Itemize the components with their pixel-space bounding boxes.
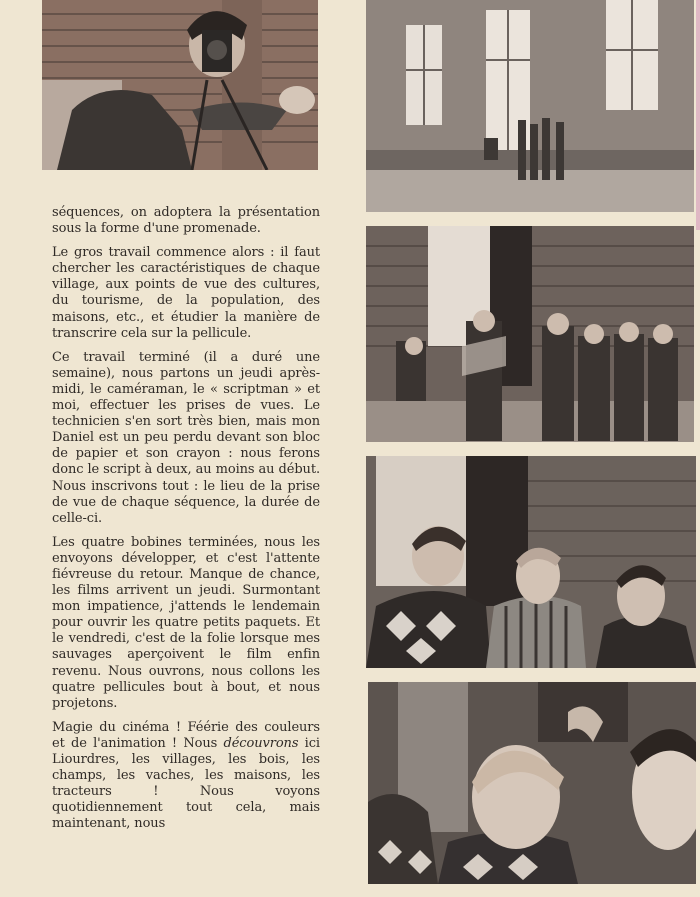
page-edge-accent	[696, 0, 700, 230]
photo-school-courtyard	[366, 0, 694, 212]
photo-cameraman	[42, 0, 318, 170]
paragraph-4: Les quatre bobines terminées, nous les envoyons développer, et c'est l'attente fiévreuse du retour. Manque de chance, les films arrivent un jeudi. Surmontant mon impatience, j'attends le lendemain pour ouvrir les quatre petits paquets. Et le vendredi, c'est de la folie lorsque mes sauvages aperçoivent le film enfin revenu. Nous ouvrons, nous collons les quatre pellicules bout à bout, et nous projetons.	[52, 534, 320, 711]
paragraph-3: Ce travail terminé (il a duré une semaine), nous partons un jeudi après-midi, le caméraman, le « scriptman » et moi, effectuer les prises de vues. Le technicien s'en sort très bien, mais mon Daniel est un peu perdu devant son bloc de papier et son crayon : nous ferons donc le script à deux, au moins au début. Nous inscrivons tout : le lieu de la prise de vue de chaque séquence, la durée de celle-ci.	[52, 349, 320, 526]
paragraph-5-emphasis: découvrons	[223, 735, 299, 751]
photo-group-doorway	[366, 226, 694, 442]
paragraph-2: Le gros travail commence alors : il faut chercher les caractéristiques de chaque village, aux points de vue des cultures, du tourisme, de la population, des maisons, etc., et étudier la manière de transcrire cela sur la pellicule.	[52, 245, 320, 341]
paragraph-5	[52, 720, 320, 833]
photo-boys-closeup	[368, 682, 696, 884]
article-column	[52, 205, 320, 840]
paragraph-5-start: Magie du cinéma ! Féérie des couleurs et de l'animation ! Nous	[52, 719, 320, 751]
paragraph-1: séquences, on adoptera la présentation sous la forme d'une promenade.	[52, 205, 320, 237]
photo-boys-sweaters	[366, 456, 696, 668]
paragraph-5-end: ici Liourdres, les villages, les bois, les champs, les vaches, les maisons, les tracteurs ! Nous voyons quotidiennement tout cela, mais maintenant, nous	[52, 735, 320, 832]
